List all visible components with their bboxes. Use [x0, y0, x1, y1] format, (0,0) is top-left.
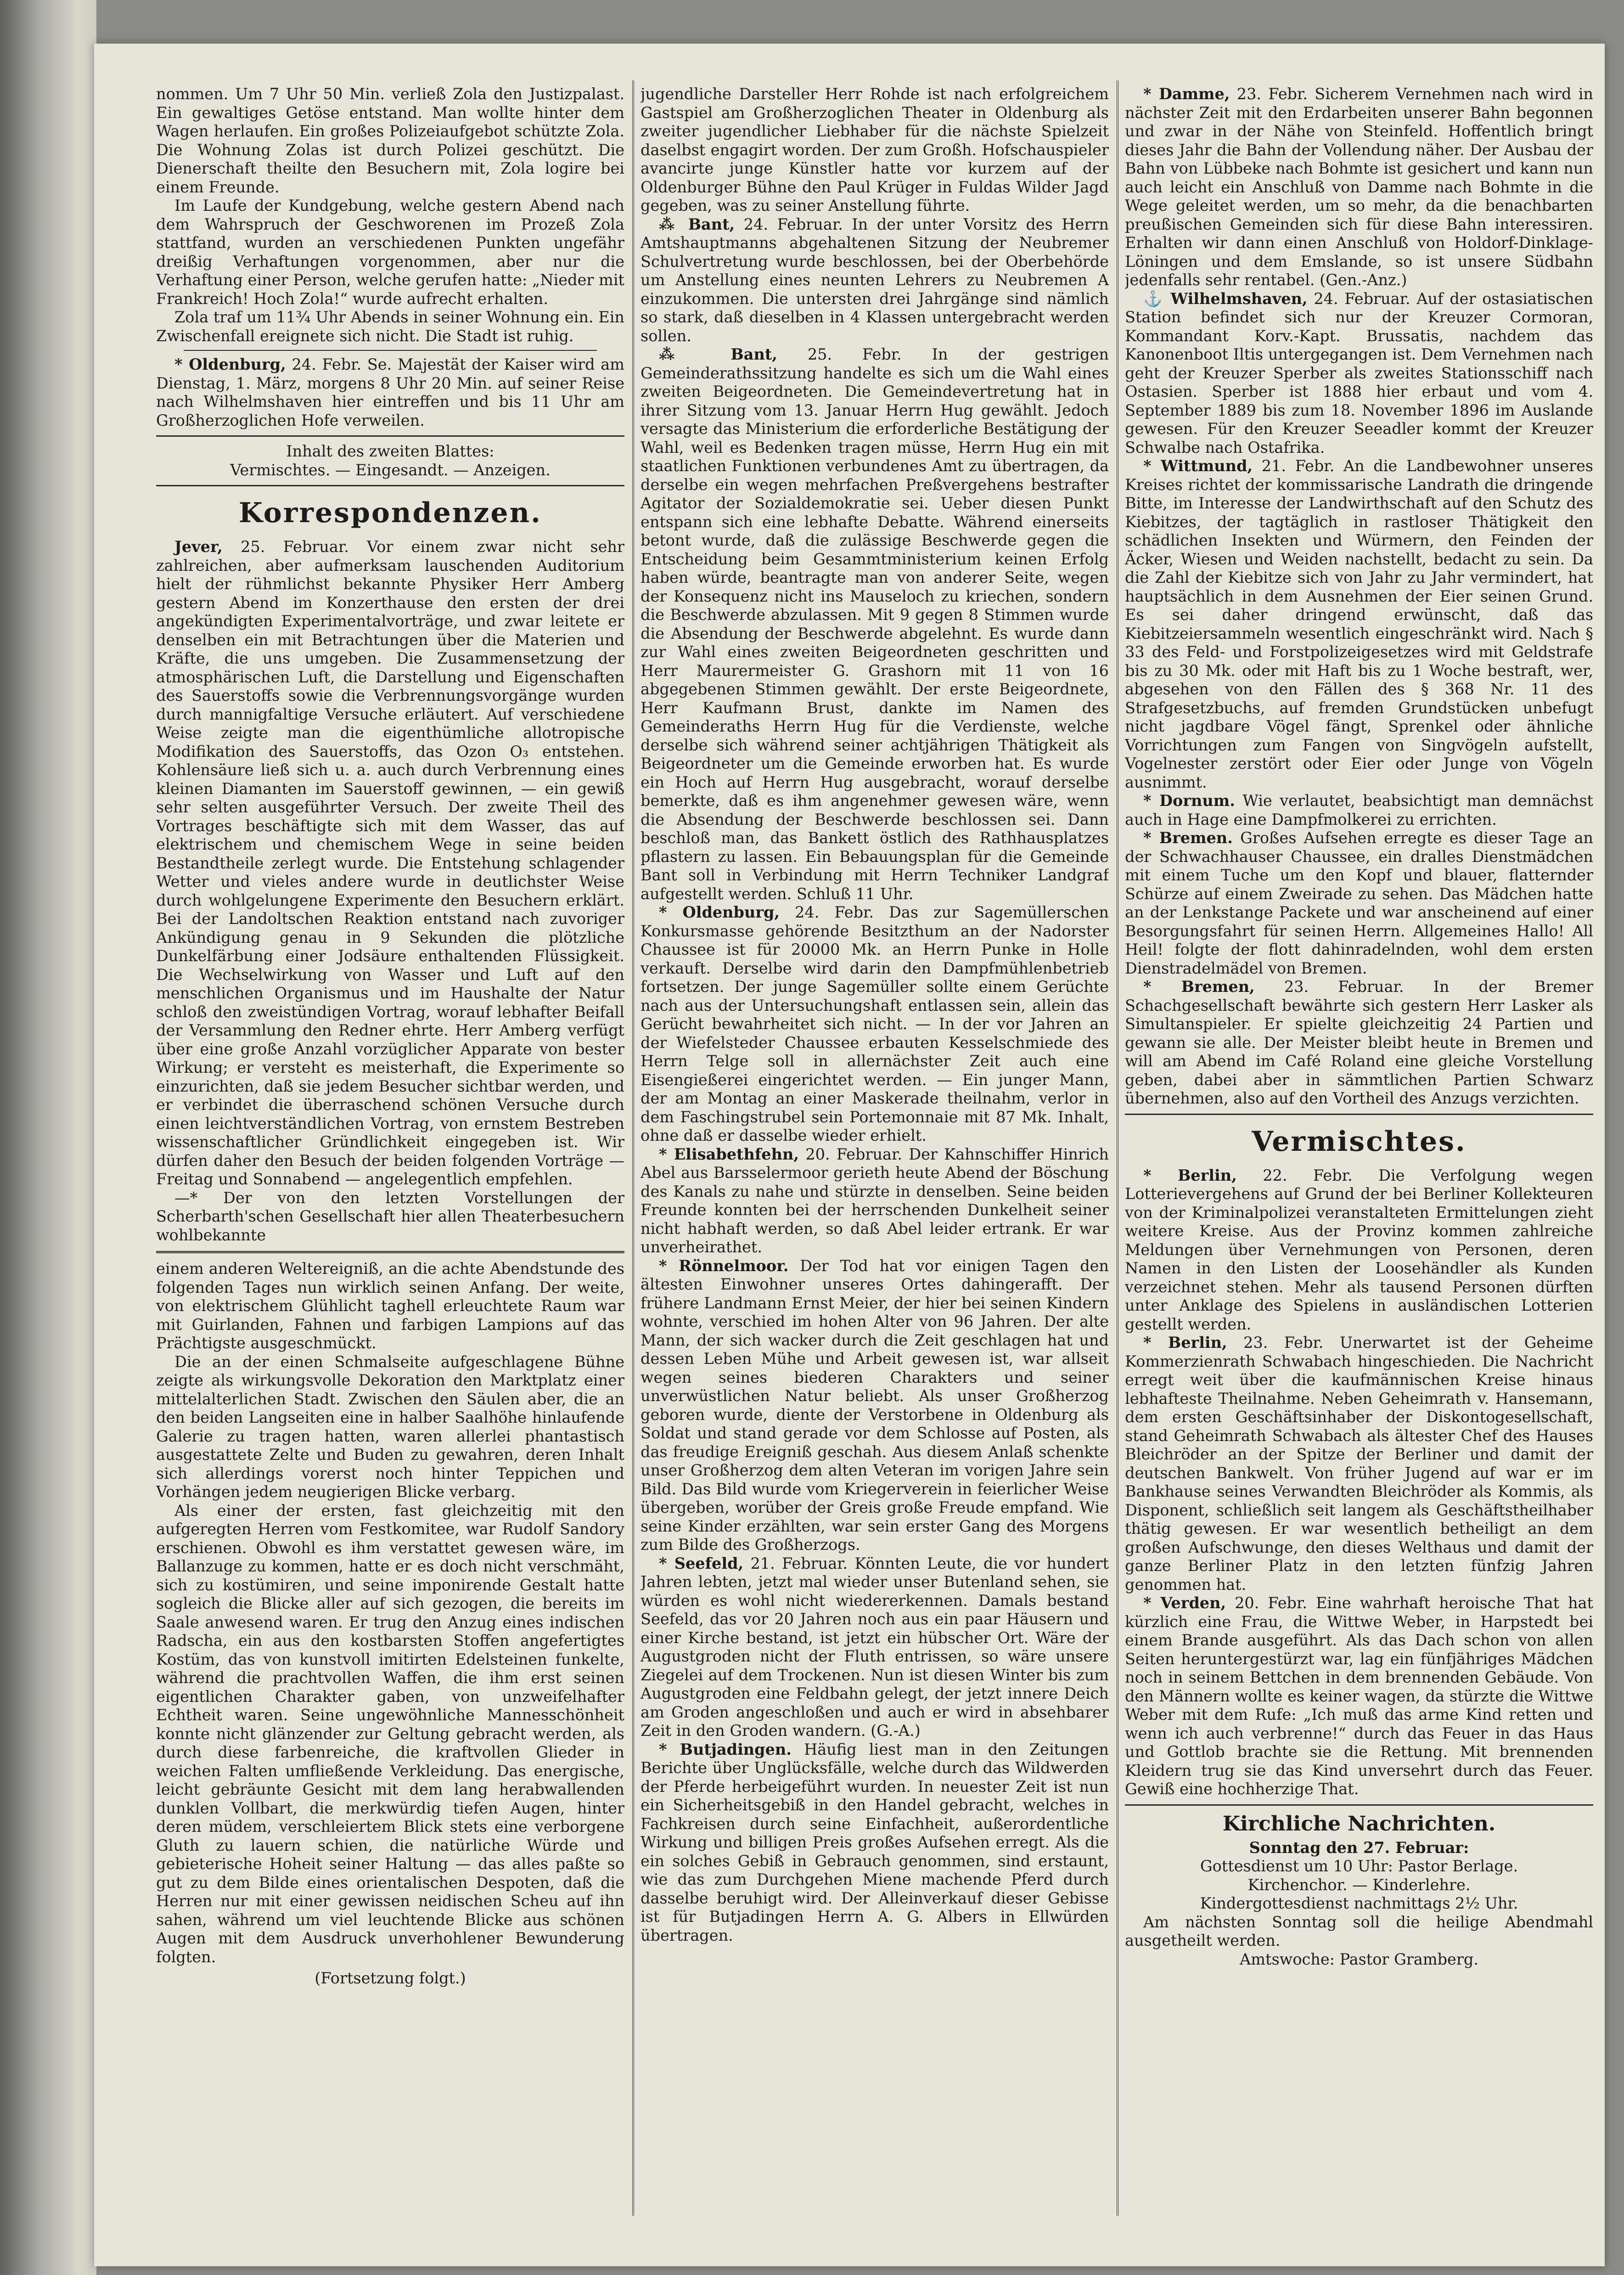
article-lead: * Verden,	[1143, 1594, 1226, 1612]
article-text: jugendliche Darsteller Herr Rohde ist nach erfolgreichem Gastspiel am Großherzoglichen Theater in Oldenburg als zweiter jugendlicher Liebhaber für die nächste Spielzeit daselbst engagirt worden. Der zum Großh. Hofschauspieler avancirte junge Künstler hatte vor kurzem auf der Oldenburger Bühne den Paul Krüger in Fuldas Wilder Jagd gegeben, was zu seiner Anstellung führte.	[641, 85, 1109, 214]
article-bremen-2	[1125, 978, 1593, 1108]
article-text: Häufig liest man in den Zeitungen Berichte über Unglücksfälle, welche durch das Wildwerden der Pferde herbeigeführt wurden. In neuester Zeit ist nun ein Sicherheitsgebiß in den Handel gebracht, welches in Fachkreisen durch seine Einfachheit, außerordentliche Wirkung und billigen Preis großes Aufsehen erregt. Als die ein solches Gebiß in Gebrauch genommen, sind erstaunt, wie das zum Durchgehen Miene machende Pferd durch dasselbe beruhigt wird. Der Alleinverkauf dieser Gebisse ist für Butjadingen Herrn A. G. Albers in Ellwürden übertragen.	[641, 1740, 1109, 1944]
article-lead: * Dornum.	[1143, 792, 1235, 810]
article-lead: * Bremen.	[1143, 829, 1233, 847]
church-line: Gottesdienst um 10 Uhr: Pastor Berlage.	[1200, 1857, 1518, 1875]
article-lead: ⚓ Wilhelmshaven,	[1143, 289, 1308, 308]
article-lead: * Oldenburg,	[174, 355, 286, 373]
article-text: 23. Februar. In der Bremer Schachgesellschaft bewährte sich gestern Herr Lasker als Simultanspieler. Er spielte gleichzeitig 24 Partien und gewann sie alle. Der Meister bleibt heute in Bremen und will am Abend im Café Roland eine gleiche Vorstellung geben, dabei aber in sämmtlichen Partien Schwarz übernehmen, also auf den Vortheil des Anzugs verzichten.	[1125, 978, 1593, 1107]
feuilleton-text: Die an der einen Schmalseite aufgeschlagene Bühne zeigte als wirkungsvolle Dekoration den Marktplatz einer mittelalterlichen Stadt. Zwischen den Säulen aber, die an den beiden Langseiten eine in halber Saalhöhe hinlaufende Galerie zu tragen hatten, waren allerlei phantastisch ausgestattete Zelte und Buden zu gewahren, deren Inhalt sich allerdings vorerst noch hinter Teppichen und Vorhängen jedem neugierigen Blicke verbarg.	[156, 1352, 624, 1501]
article-seefeld	[641, 1554, 1109, 1740]
divider	[1125, 1804, 1593, 1806]
column-rule	[1117, 80, 1118, 2216]
article-bant-2	[641, 345, 1109, 903]
continuation-note: (Fortsetzung folgt.)	[315, 1969, 466, 1987]
article-jever	[156, 538, 624, 1189]
section-heading: Vermischtes.	[1252, 1125, 1467, 1158]
article-text: Großes Aufsehen erregte es dieser Tage an der Schwachhauser Chaussee, ein dralles Dienstmädchen mit einem Tuche um den Kopf und blauer, flatternder Schürze auf einem Zweirade zu sehen. Das Mädchen hatte an der Lenkstange Packete und war anscheinend auf einer Besorgungsfahrt für seinen Herrn. Allgemeines Hallo! All Heil! folgte der flott dahinradelnden, wohl dem ersten Dienstradelmädel von Bremen.	[1125, 829, 1593, 977]
church-heading: Kirchliche Nachrichten.	[1222, 1812, 1496, 1836]
article-wittmund	[1125, 457, 1593, 792]
church-line: Am nächsten Sonntag soll die heilige Abendmahl ausgetheilt werden.	[1125, 1913, 1593, 1949]
article-wilhelmshaven	[1125, 290, 1593, 457]
church-line: Kindergottesdienst nachmittags 2½ Uhr.	[1200, 1894, 1518, 1912]
article-text: Im Laufe der Kundgebung, welche gestern Abend nach dem Wahrspruch der Geschworenen im Prozeß Zola stattfand, wurden an verschiedenen Punkten ungefähr dreißig Verhaftungen vorgenommen, aber nur die Verhaftung einer Person, welche gerufen hatte: „Nieder mit Frankreich! Hoch Zola!“ wurde aufrecht erhalten.	[156, 197, 624, 308]
divider	[1125, 1114, 1593, 1115]
church-line: Kirchenchor. — Kinderlehre.	[1248, 1875, 1471, 1894]
article-text: 21. Febr. An die Landbewohner unseres Kreises richtet der kommissarische Landrath die dringende Bitte, im Interesse der Landwirthschaft auf den Schutz des Kiebitzes, der tagtäglich in rastloser Thätigkeit den schädlichen Insekten und Würmern, den Feinden der Äcker, Wiesen und Weiden nachstellt, bedacht zu sein. Da die Zahl der Kiebitze sich von Jahr zu Jahr vermindert, hat hauptsächlich in dem Ausnehmen der Eier seinen Grund. Es sei daher dringend erwünscht, daß das Kiebitzeiersammeln wesentlich eingeschränkt wird. Nach § 33 des Feld- und Forstpolizeigesetzes wird mit Geldstrafe bis zu 30 Mk. oder mit Haft bis zu 1 Woche bestraft, wer, abgesehen von den Fällen des § 368 Nr. 11 des Strafgesetzbuchs, auf fremden Grundstücken unbefugt nicht jagdbare Vögel fängt, Sprenkel oder ähnliche Vorrichtungen zum Fangen von Singvögeln aufstellt, Vogelnester zerstört oder Eier oder Junge von Vögeln ausnimmt.	[1125, 457, 1593, 791]
article-berlin-1	[1125, 1166, 1593, 1334]
article-text: 24. Febr. Das zur Sagemüllerschen Konkursmasse gehörende Besitzthum an der Nadorster Chaussee ist für 20000 Mk. an Herrn Punke in Holle verkauft. Derselbe wird darin den Dampfmühlenbetrieb fortsetzen. Der junge Sagemüller sollte einem Gerüchte nach aus der Untersuchungshaft entlassen sein, allein das Gerücht bewahrheitet sich nicht. — In der vor Jahren an der Wiefelsteder Chaussee erbauten Kesselschmiede des Herrn Telge soll in allernächster Zeit auch eine Eisengießerei eingerichtet werden. — Ein junger Mann, der am Montag an einer Maskerade theilnahm, verlor in dem Faschingstrubel sein Portemonnaie mit 87 Mk. Inhalt, ohne daß er dasselbe wieder erhielt.	[641, 903, 1109, 1144]
church-date: Sonntag den 27. Februar:	[1249, 1838, 1469, 1857]
article-bant-1	[641, 215, 1109, 346]
article-lead: * Seefeld,	[659, 1554, 744, 1572]
section-heading: Korrespondenzen.	[238, 497, 542, 529]
article-text: 25. Februar. Vor einem zwar nicht sehr zahlreichen, aber aufmerksam lauschenden Auditorium hielt der rühmlichst bekannte Physiker Herr Amberg gestern Abend im Konzerthause den ersten der drei angekündigten Experimentalvorträge, und zwar leitete er denselben ein mit Betrachtungen über die Materien und Kräfte, die uns umgeben. Die Zusammensetzung der atmosphärischen Luft, die Darstellung und Eigenschaften des Sauerstoffs sowie die Verbrennungsvorgänge wurden durch mannigfaltige Versuche erläutert. Auf verschiedene Weise zeigte man die eigenthümliche allotropische Modifikation des Sauerstoffs, das Ozon O₃ entstehen. Kohlensäure ließ sich u. a. auch durch Verbrennung eines kleinen Diamanten im Sauerstoff gewinnen, — ein gewiß sehr selten ausgeführter Versuch. Der zweite Theil des Vortrages beschäftigte sich mit dem Wasser, das auf elektrischem und chemischem Wege in seine beiden Bestandtheile zerlegt wurde. Die Entstehung schlagender Wetter und vieles andere wurde in deutlichster Weise durch wohlgelungene Experimente den Besuchern erklärt. Bei der Landoltschen Reaktion entstand nach zuvoriger Ankündigung genau in 9 Sekunden die plötzliche Dunkelfärbung einer Jodsäure enthaltenden Flüssigkeit. Die Wechselwirkung von Wasser und Luft auf den menschlichen Organismus und im Haushalte der Natur schloß den zweistündigen Vortrag, worauf lebhafter Beifall der Versammlung den Redner ehrte. Herr Amberg verfügt über eine große Anzahl vorzüglicher Apparate von bester Wirkung; er versteht es meisterhaft, die Experimente so einzurichten, daß sie jedem Besucher sichtbar werden, und er verbindet die überraschend schönen Versuche durch einen leichtverständlichen Vortrag, von ernstem Bestreben wissenschaftlicher Gründlichkeit eingegeben ist. Wir dürfen daher den Besuch der beiden folgenden Vorträge — Freitag und Sonnabend — angelegentlich empfehlen.	[156, 538, 624, 1188]
article-lead: * Bremen,	[1143, 978, 1255, 996]
article-verden	[1125, 1594, 1593, 1799]
article-lead: * Rönnelmoor.	[659, 1256, 789, 1275]
article-text: 22. Febr. Die Verfolgung wegen Lotterievergehens auf Grund der bei Berliner Kollekteuren von der Kriminalpolizei veranstalteten Ermittelungen zieht weitere Kreise. Aus der Provinz kommen zahlreiche Meldungen über Vernehmungen von Personen, deren Namen in den Listen der Loosehändler als Kunden verzeichnet stehen. Mehr als tausend Personen dürften unter Anklage des Spielens in ausländischen Lotterien gestellt werden.	[1125, 1166, 1593, 1333]
article-text: 20. Febr. Eine wahrhaft heroische That hat kürzlich eine Frau, die Wittwe Weber, in Harpstedt bei einem Brande ausgeführt. Als das Dach schon von allen Seiten heruntergestürzt war, lag ein fünfjähriges Mädchen noch in seinem Bettchen in dem brennenden Gebäude. Von den Männern wollte es keiner wagen, da stürzte die Wittwe Weber mit dem Rufe: „Ich muß das arme Kind retten und wenn ich auch verbrenne!“ durch das Feuer in das Haus und Gottlob brachte sie die Rettung. Mit brennenden Kleidern trug sie das Kind unversehrt durch das Feuer. Gewiß eine hochherzige That.	[1125, 1594, 1593, 1798]
divider	[156, 435, 624, 437]
column-right	[1125, 85, 1593, 2216]
article-text: 21. Februar. Könnten Leute, die vor hundert Jahren lebten, jetzt mal wieder unser Butenland sehen, sie würden es wohl nicht wiedererkennen. Damals bestand Seefeld, das vor 20 Jahren noch aus ein paar Häusern und einer Kirche bestand, ist jetzt ein hübscher Ort. Wäre der Augustgroden nicht der Fluth entrissen, so wäre unsere Ziegelei auf dem Trockenen. Nun ist diesen Winter bis zum Augustgroden eine Feldbahn gelegt, der jetzt innere Deich am Groden angeschloßen und auch er wird in absehbarer Zeit in den Groden wandern. (G.-A.)	[641, 1554, 1109, 1740]
column-left	[156, 85, 624, 2216]
article-text: 23. Febr. Unerwartet ist der Geheime Kommerzienrath Schwabach hingeschieden. Die Nachricht erregt weit über die kaufmännischen Kreise hinaus lebhafteste Theilnahme. Neben Geheimrath v. Hansemann, dem ersten Geschäftsinhaber der Diskontogesellschaft, stand Geheimrath Schwabach als ältester Chef des Hauses Bleichröder an der Spitze der Berliner und damit der deutschen Bankwelt. Von früher Jugend auf war er im Bankhause seines Verwandten Bleichröder als Kommis, als Disponent, schließlich seit langem als Geschäftstheilhaber thätig gewesen. Er war wesentlich betheiligt an dem großen Aufschwunge, den dieses Welthaus und damit der ganze Berliner Platz in den letzten fünfzig Jahren genommen hat.	[1125, 1334, 1593, 1594]
feuilleton-text: Als einer der ersten, fast gleichzeitig mit den aufgeregten Herren vom Festkomitee, war Rudolf Sandory erschienen. Obwohl es ihm verstattet gewesen wäre, im Ballanzuge zu kommen, hatte er es doch nicht verschmäht, sich zu kostümiren, und seine imponirende Gestalt hatte sogleich die Blicke aller auf sich gezogen, die bereits im Saale anwesend waren. Er trug den Anzug eines indischen Radscha, ein aus den kostbarsten Stoffen angefertigtes Kostüm, das von kunstvoll imitirten Edelsteinen funkelte, während die prachtvollen Waffen, die ihm erst seinen eigentlichen Charakter gaben, von unzweifelhafter Echtheit waren. Seine ungewöhnliche Mannesschönheit konnte nicht glänzender zur Geltung gebracht werden, als durch diese farbenreiche, die kraftvollen Glieder in weichen Falten umfließende Verkleidung. Das energische, leicht gebräunte Gesicht mit dem lang herabwallenden dunklen Vollbart, die merkwürdig tiefen Augen, hinter deren müdem, verschleiertem Blick stets eine verborgene Gluth zu lauern schien, die natürliche Würde und gebieterische Hoheit seiner Haltung — das alles paßte so gut zu dem Bilde eines orientalischen Despoten, daß die Herren nur mit einer gewissen neidischen Scheu auf ihn sahen, während um viel leuchtende Blicke aus schönen Augen mit dem Ausdruck unverhohlener Bewunderung folgten.	[156, 1501, 624, 1966]
article-lead: ⁂ Bant,	[659, 215, 735, 233]
article-lead: ⁂ Bant,	[659, 345, 777, 363]
article-text: 23. Febr. Sicherem Vernehmen nach wird in nächster Zeit mit den Erdarbeiten unserer Bahn begonnen und zwar in der Nähe von Steinfeld. Hoffentlich bringt dieses Jahr die Bahn der Vollendung näher. Der Ausbau der Bahn von Lübbeke nach Bohmte ist gesichert und kann nun auch leicht ein Anschluß von Damme nach Bohmte in die Wege geleitet werden, um so mehr, da die benachbarten preußischen Gemeinden sich für diese Bahn interessiren. Erhalten wir dann einen Anschluß von Holdorf-Dinklage-Löningen und dem Emslande, so ist unsere Südbahn jedenfalls sehr rentabel. (Gen.-Anz.)	[1125, 85, 1593, 289]
article-lead: * Butjadingen.	[659, 1740, 792, 1758]
article-text: Zola traf um 11¾ Uhr Abends in seiner Wohnung ein. Ein Zwischenfall ereignete sich nicht. Die Stadt ist ruhig.	[156, 308, 624, 345]
divider	[184, 350, 597, 351]
article-text: Wie verlautet, beabsichtigt man demnächst auch in Hage eine Dampfmolkerei zu errichten.	[1125, 792, 1593, 828]
article-text: 24. Februar. In der unter Vorsitz des Herrn Amtshauptmanns abgehaltenen Sitzung der Neubremer Schulvertretung wurde beschlossen, bei der Oberbehörde um Anstellung eines neunten Lehrers zu Neubremen A einzukommen. Die untersten drei Jahrgänge sind nämlich so stark, daß dieselben in 4 Klassen untergebracht werden sollen.	[641, 215, 1109, 345]
article-lead: Jever,	[174, 538, 223, 556]
article-lead: * Damme,	[1143, 85, 1230, 103]
article-butjadingen	[641, 1740, 1109, 1945]
article-bremen-1	[1125, 829, 1593, 978]
column-rule	[632, 80, 634, 2216]
column-middle	[641, 85, 1109, 2216]
article-oldenburg-2	[641, 903, 1109, 1145]
article-text: 20. Februar. Der Kahnschiffer Hinrich Abel aus Barsselermoor gerieth heute Abend der Böschung des Kanals zu nahe und stürzte in denselben. Seine beiden Freunde konnten bei der herrschenden Dunkelheit seiner nicht habhaft werden, so daß Abel leider ertrank. Er war unverheirathet.	[641, 1145, 1109, 1256]
contents-items: Vermischtes. — Eingesandt. — Anzeigen.	[230, 461, 551, 479]
article-text: 24. Februar. Auf der ostasiatischen Station befindet sich nur der Kreuzer Cormoran, Kommandant Korv.-Kapt. Brussatis, nachdem das Kanonenboot Iltis untergegangen ist. Dem Vernehmen nach geht der Kreuzer Sperber als zweites Stationsschiff nach Ostasien. Sperber ist 1888 hier erbaut und vom 4. September 1889 bis zum 18. November 1896 im Auslande gewesen. Für den Kreuzer Seeadler kommt der Kreuzer Schwalbe nach Ostafrika.	[1125, 289, 1593, 456]
article-lead: * Oldenburg,	[659, 903, 780, 921]
newspaper-page	[94, 44, 1605, 2266]
article-lead: * Elisabethfehn,	[659, 1145, 799, 1163]
feuilleton-text: einem anderen Weltereigniß, an die achte Abendstunde des folgenden Tages nun wirklich seinen Anfang. Der weite, von elektrischem Glühlicht taghell erleuchtete Raum war mit Guirlanden, Fahnen und farbigen Lampions auf das Prächtigste ausgeschmückt.	[156, 1260, 624, 1352]
scan-binding-edge	[0, 0, 96, 2275]
article-elisabethfehn	[641, 1145, 1109, 1257]
article-roennelmoor	[641, 1257, 1109, 1554]
article-text: Der Tod hat vor einigen Tagen den ältesten Einwohner unseres Ortes dahingerafft. Der frühere Landmann Ernst Meier, der hier bei seinen Kindern wohnte, verschied im hohen Alter von 96 Jahren. Der alte Mann, der sich wacker durch die Zeit geschlagen hat und dessen Leben Mühe und Arbeit gewesen ist, war allseit wegen seines biederen Charakters und seiner unverwüstlichen Natur beliebt. Als unser Großherzog geboren wurde, diente der Verstorbene in Oldenburg als Soldat und stand gerade vor dem Schlosse auf Posten, als das freudige Ereigniß geschah. Aus diesem Anlaß schenkte unser Großherzog dem alten Veteran im vorigen Jahre sein Bild. Das Bild wurde vom Kriegerverein in feierlicher Weise übergeben, worüber der Greis große Freude empfand. Wie seine Kinder erzählten, war sein erster Gang des Morgens zum Bilde des Großherzogs.	[641, 1256, 1109, 1554]
divider	[156, 485, 624, 486]
article-text: 24. Febr. Se. Majestät der Kaiser wird am Dienstag, 1. März, morgens 8 Uhr 20 Min. auf seiner Reise nach Wilhelmshaven hier eintreffen und bis 11 Uhr am Großherzoglichen Hofe verweilen.	[156, 355, 624, 429]
article-text: nommen. Um 7 Uhr 50 Min. verließ Zola den Justizpalast. Ein gewaltiges Getöse entstand. Man wollte hinter dem Wagen herlaufen. Ein großes Polizeiaufgebot schützte Zola. Die Wohnung Zolas ist durch Polizei geschützt. Die Dienerschaft theilte den Besuchern mit, Zola logire bei einem Freunde.	[156, 85, 624, 196]
article-text: —* Der von den letzten Vorstellungen der Scherbarth'schen Gesellschaft hier allen Theaterbesuchern wohlbekannte	[156, 1188, 624, 1244]
contents-title: Inhalt des zweiten Blattes:	[286, 442, 495, 460]
article-oldenburg-1	[156, 355, 624, 430]
church-line: Amtswoche: Pastor Gramberg.	[1240, 1950, 1478, 1968]
article-text: 25. Febr. In der gestrigen Gemeinderathssitzung handelte es sich um die Wahl eines zweiten Beigeordneten. Die Gemeindevertretung hat in ihrer Sitzung vom 13. Januar Herrn Hug gewählt. Jedoch versagte das Ministerium die erforderliche Bestätigung der Wahl, weil es Bedenken tragen müsse, Herrn Hug ein mit staatlichen Funktionen verbundenes Amt zu übertragen, da derselbe ein wegen mehrfachen Preßvergehens bestrafter Agitator der Sozialdemokratie sei. Ueber diesen Punkt entspann sich eine lebhafte Debatte. Während einerseits betont wurde, daß die zulässige Beschwerde gegen die Entscheidung beim Gesammtministerium keinen Erfolg haben würde, beantragte man von anderer Seite, wegen der Konsequenz nicht ins Mauseloch zu kriechen, sondern die Beschwerde abzulassen. Mit 9 gegen 8 Stimmen wurde die Absendung der Beschwerde abgelehnt. Es wurde dann zur Wahl eines zweiten Beigeordneten geschritten und Herr Maurermeister G. Grashorn mit 11 von 16 abgegebenen Stimmen gewählt. Der erste Beigeordnete, Herr Kaufmann Brust, dankte im Namen des Gemeinderaths Herrn Hug für die Verdienste, welche derselbe sich während seiner achtjährigen Thätigkeit als Beigeordneter um die Gemeinde erworben hat. Es wurde ein Hoch auf Herrn Hug ausgebracht, worauf derselbe bemerkte, daß es ihm angenehmer gewesen wäre, wenn die Absendung der Beschwerde beschlossen sei. Dann beschloß man, das Bankett östlich des Rathhausplatzes pflastern zu lassen. Ein Bebauungsplan für die Gemeinde Bant soll in Verbindung mit Herrn Techniker Landgraf aufgestellt werden. Schluß 11 Uhr.	[641, 345, 1109, 903]
article-lead: * Wittmund,	[1143, 457, 1253, 475]
article-lead: * Berlin,	[1143, 1334, 1227, 1351]
article-dornum	[1125, 792, 1593, 829]
article-berlin-2	[1125, 1334, 1593, 1594]
article-lead: * Berlin,	[1143, 1166, 1237, 1184]
article-damme	[1125, 85, 1593, 290]
feuilleton-divider	[156, 1251, 624, 1253]
